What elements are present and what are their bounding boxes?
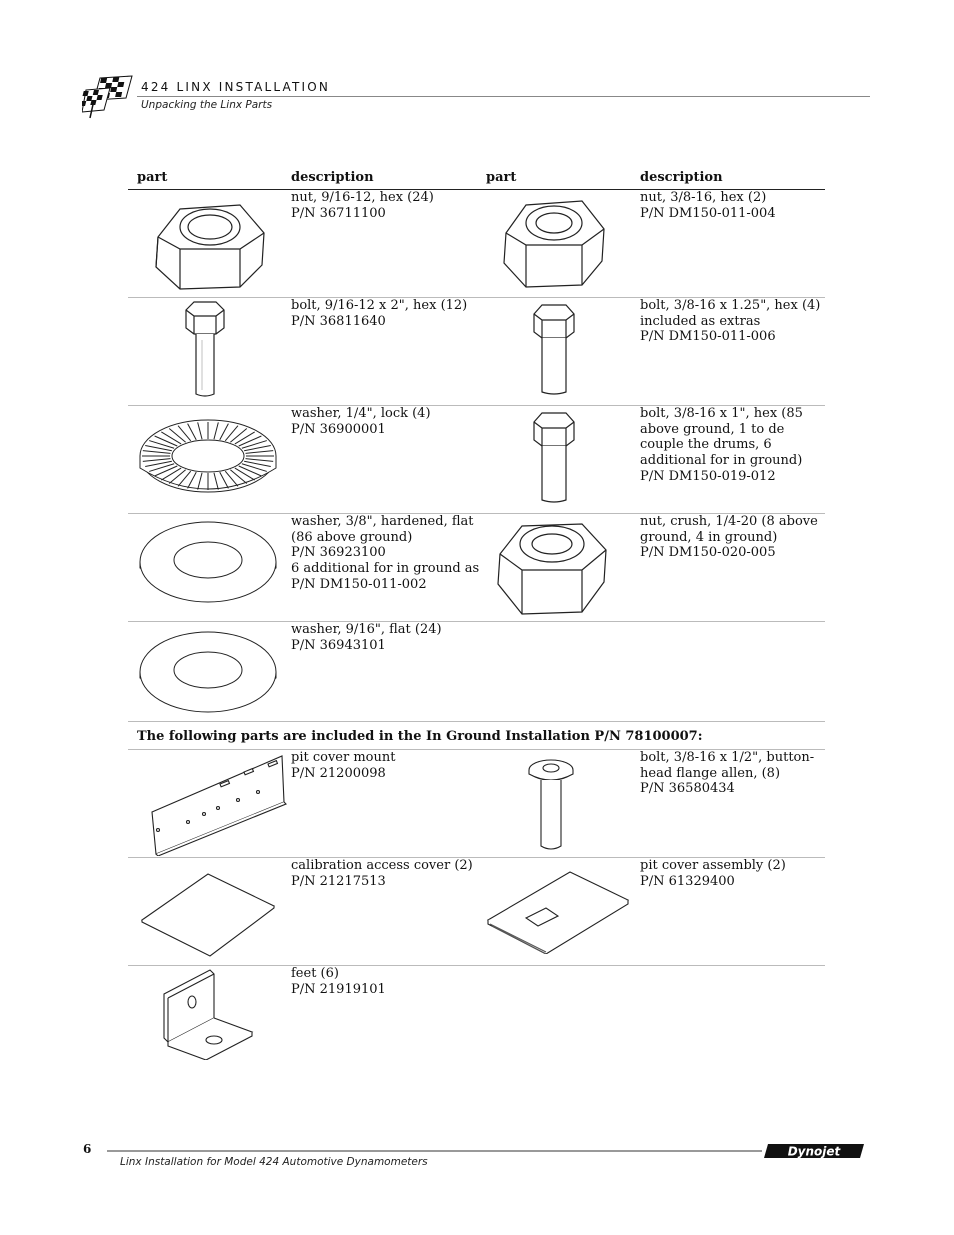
description-line: P/N 21919101 [291,981,386,997]
pit-cover-mount-image [148,752,288,856]
description-line: washer, 1/4", lock (4) [291,406,431,421]
description-line: P/N 21200098 [291,765,386,781]
description-line: ground, 4 in ground) [640,529,778,545]
section-subtitle: Unpacking the Linx Parts [141,99,273,111]
column-header-description: description [291,170,374,185]
description-line: P/N DM150-011-004 [640,205,776,221]
description-line: head flange allen, (8) [640,765,781,781]
description-line: pit cover assembly (2) [640,858,786,873]
checkered-flag-icon [82,74,134,120]
part-description [640,298,820,345]
part-description [291,750,471,781]
row-divider [128,965,825,966]
column-header-part: part [486,170,517,185]
page-number: 6 [83,1142,92,1156]
description-line: calibration access cover (2) [291,858,473,873]
calibration-access-cover-image [140,870,276,958]
header-divider [137,96,870,97]
hex-bolt-3-8-1-image [528,410,580,506]
description-line: included as extras [640,313,761,329]
part-description [291,858,471,889]
description-line: washer, 9/16", flat (24) [291,622,442,637]
footer-doc-title: Linx Installation for Model 424 Automotive Dynamometers [120,1156,428,1168]
description-line: bolt, 9/16-12 x 2", hex (12) [291,298,468,313]
description-line: washer, 3/8", hardened, flat [291,514,474,529]
part-description [640,406,820,485]
description-line: pit cover mount [291,750,396,765]
description-line: P/N DM150-020-005 [640,545,776,561]
part-description [291,298,471,329]
part-description [640,514,820,561]
description-line: bolt, 3/8-16 x 1.25", hex (4) [640,298,821,313]
description-line: (86 above ground) [291,529,413,545]
part-description [291,514,480,593]
row-divider [128,621,825,622]
description-line: P/N DM150-011-006 [640,329,776,345]
part-description [640,750,820,797]
footer-divider [107,1150,762,1152]
description-line: feet (6) [291,966,339,981]
description-line: couple the drums, 6 [640,437,772,453]
description-line: P/N 61329400 [640,873,735,889]
description-line: P/N 36811640 [291,313,386,329]
hex-nut-9-16-image [150,195,270,293]
description-line: 6 additional for in ground as [291,561,480,577]
in-ground-section-note: The following parts are included in the In Ground Installation P/N 78100007: [137,729,703,744]
description-line: P/N DM150-019-012 [640,468,776,484]
part-description [291,406,471,437]
part-description [291,190,471,221]
hex-bolt-3-8-1-25-image [528,302,580,398]
description-line: nut, crush, 1/4-20 (8 above [640,514,818,529]
svg-text:Dynojet: Dynojet [787,1144,841,1159]
description-line: bolt, 3/8-16 x 1", hex (85 [640,406,803,421]
part-description [291,622,471,653]
column-header-part: part [137,170,168,185]
description-line: above ground, 1 to de [640,421,785,437]
row-divider [128,721,825,722]
description-line: P/N 36943101 [291,637,386,653]
description-line: P/N 36711100 [291,205,386,221]
part-description [291,966,471,997]
description-line: P/N 21217513 [291,873,386,889]
part-description [640,190,820,221]
foot-bracket-image [160,968,256,1060]
pit-cover-assembly-image [486,868,630,954]
part-description [640,858,820,889]
dynojet-logo [764,1142,866,1160]
lock-washer-image [138,410,278,510]
flat-washer-9-16-image [138,628,278,720]
chapter-title: 424 LINX INSTALLATION [141,80,331,94]
description-line: bolt, 3/8-16 x 1/2", button- [640,750,815,765]
description-line: P/N 36923100 [291,545,386,561]
description-line: nut, 9/16-12, hex (24) [291,190,434,205]
hex-bolt-9-16-image [180,300,230,400]
column-header-description: description [640,170,723,185]
description-line: nut, 3/8-16, hex (2) [640,190,767,205]
description-line: P/N DM150-011-002 [291,576,427,592]
flat-washer-3-8-image [138,518,278,608]
crush-nut-image [492,518,612,618]
description-line: P/N 36900001 [291,421,386,437]
button-head-bolt-image [526,756,576,854]
hex-nut-3-8-image [500,195,608,291]
description-line: P/N 36580434 [640,781,735,797]
description-line: additional for in ground) [640,453,803,469]
